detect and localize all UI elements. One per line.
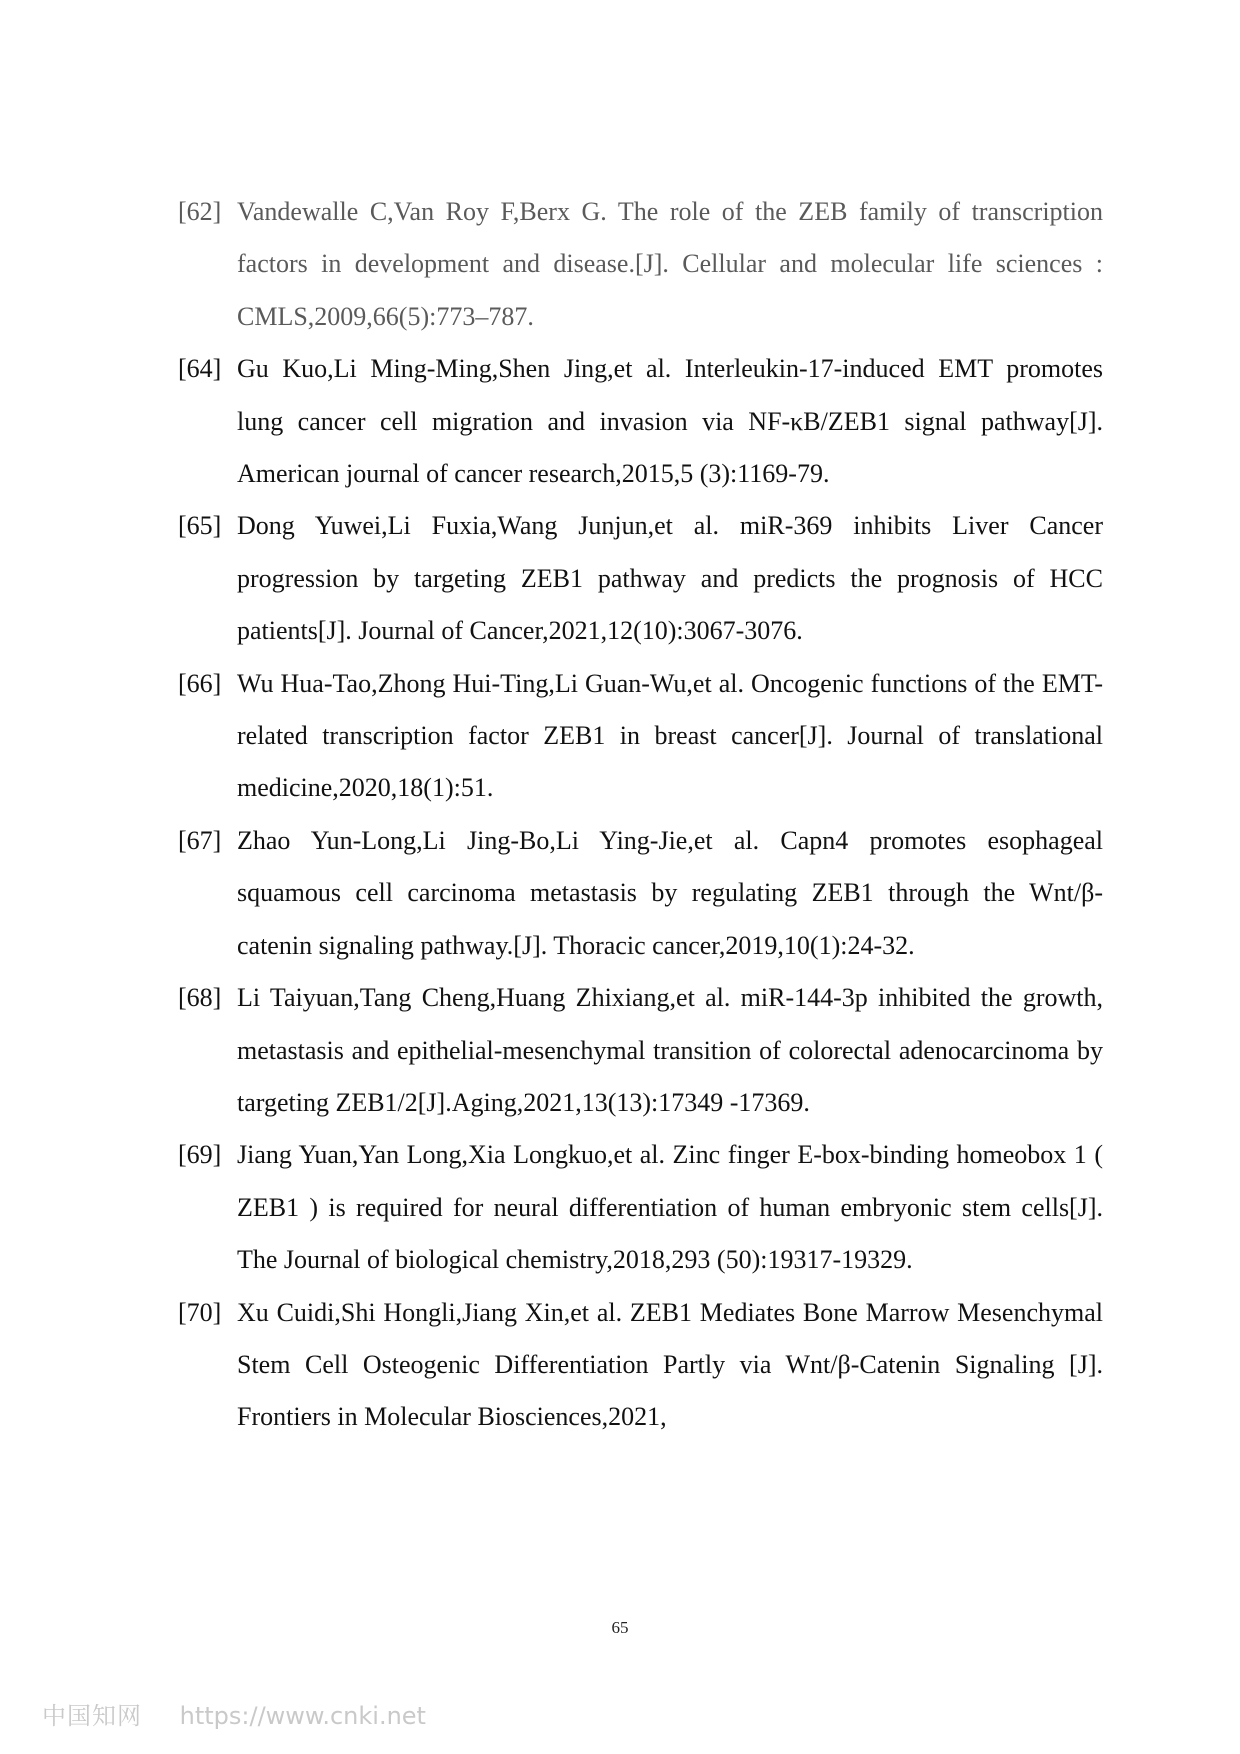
reference-number: [65]: [178, 511, 222, 541]
reference-text: Xu Cuidi,Shi Hongli,Jiang Xin,et al. ZEB1 Mediates Bone Marrow Mesenchymal Stem Cell Osteogenic Differentiation Partly via Wnt/β-Catenin Signaling [J]. Frontiers in Molecular Biosciences,2021,: [237, 1297, 1103, 1432]
reference-item: [178, 186, 1103, 343]
reference-text: Dong Yuwei,Li Fuxia,Wang Junjun,et al. miR-369 inhibits Liver Cancer progression by targeting ZEB1 pathway and predicts the prognosis of HCC patients[J]. Journal of Cancer,2021,12(10):3067-3076.: [237, 511, 1103, 646]
reference-number: [66]: [178, 668, 222, 698]
reference-number: [68]: [178, 983, 222, 1013]
watermark-url: https://www.cnki.net: [179, 1702, 426, 1730]
reference-number: [69]: [178, 1140, 222, 1170]
reference-item: [178, 1129, 1103, 1286]
reference-item: [178, 343, 1103, 500]
reference-number: [70]: [178, 1297, 222, 1327]
reference-text: Jiang Yuan,Yan Long,Xia Longkuo,et al. Zinc finger E-box-binding homeobox 1 ( ZEB1 ) is required for neural differentiation of human embryonic stem cells[J]. The Journal of biological chemistry,2018,293 (50):19317-19329.: [237, 1140, 1103, 1275]
reference-item: [178, 1287, 1103, 1444]
reference-item: [178, 658, 1103, 815]
reference-list: [178, 186, 1103, 1444]
reference-text: Vandewalle C,Van Roy F,Berx G. The role of the ZEB family of transcription factors in development and disease.[J]. Cellular and molecular life sciences : CMLS,2009,66(5):773–787.: [237, 197, 1103, 331]
reference-text: Zhao Yun-Long,Li Jing-Bo,Li Ying-Jie,et al. Capn4 promotes esophageal squamous cell carcinoma metastasis by regulating ZEB1 through the Wnt/β-catenin signaling pathway.[J]. Thoracic cancer,2019,10(1):24-32.: [237, 825, 1103, 960]
reference-item: [178, 815, 1103, 972]
reference-number: [62]: [178, 197, 222, 226]
reference-number: [64]: [178, 354, 222, 384]
reference-item: [178, 500, 1103, 657]
watermark-logo: 中国知网: [42, 1702, 142, 1730]
reference-text: Gu Kuo,Li Ming-Ming,Shen Jing,et al. Interleukin-17-induced EMT promotes lung cancer cell migration and invasion via NF-κB/ZEB1 signal pathway[J]. American journal of cancer research,2015,5 (3):1169-79.: [237, 354, 1103, 489]
reference-text: Li Taiyuan,Tang Cheng,Huang Zhixiang,et al. miR-144-3p inhibited the growth, metastasis and epithelial-mesenchymal transition of colorectal adenocarcinoma by targeting ZEB1/2[J].Aging,2021,13(13):17349 -17369.: [237, 983, 1103, 1117]
page-number: 65: [611, 1618, 629, 1637]
watermark: [42, 1696, 426, 1731]
reference-text: Wu Hua-Tao,Zhong Hui-Ting,Li Guan-Wu,et al. Oncogenic functions of the EMT-related transcription factor ZEB1 in breast cancer[J]. Journal of translational medicine,2020,18(1):51.: [237, 668, 1103, 803]
reference-item: [178, 972, 1103, 1129]
reference-number: [67]: [178, 825, 222, 855]
